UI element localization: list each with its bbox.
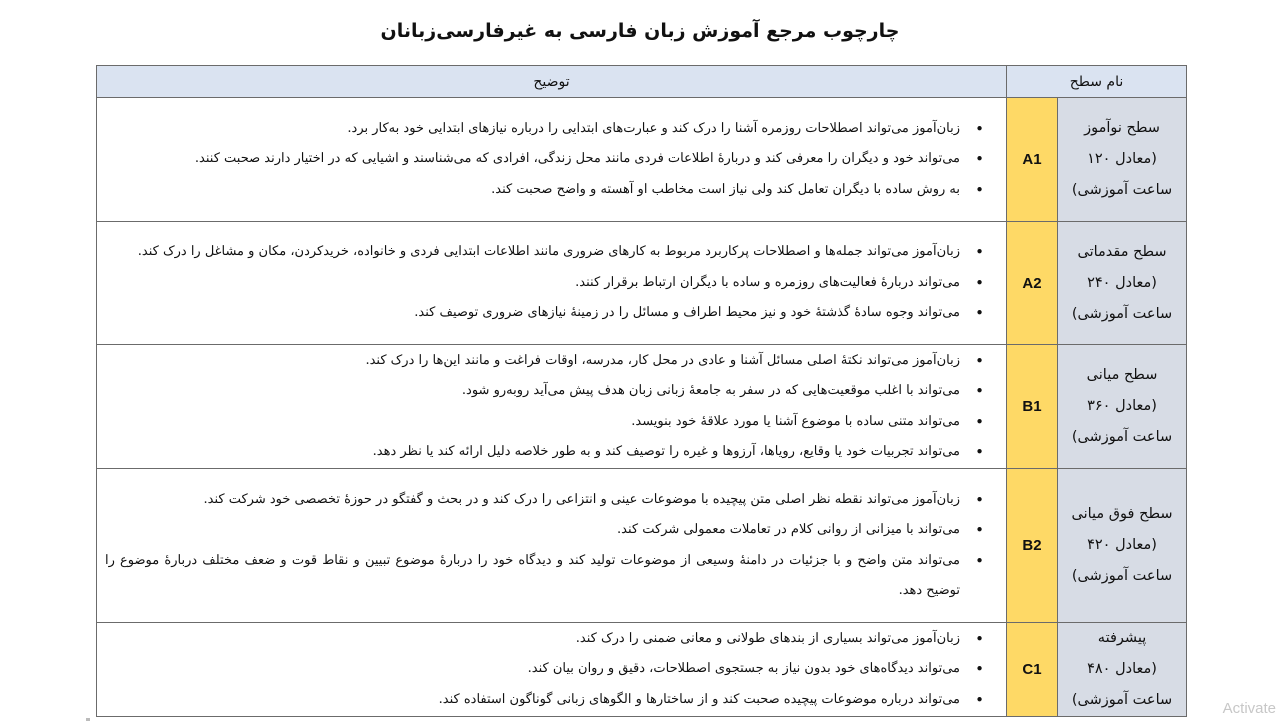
level-hours-unit: ساعت آموزشی) (1071, 568, 1173, 584)
list-item: • می‌تواند خود و دیگران را معرفی کند و دربارهٔ اطلاعات فردی مانند محل زندگی، افرادی که می‌شناسند و اشیایی که در اختیار دارند صحبت کنند. (105, 144, 996, 175)
header-description: توضیح (97, 66, 1007, 98)
level-name: سطح نوآموز (1084, 120, 1160, 136)
level-hours-unit: ساعت آموزشی) (1071, 429, 1173, 445)
description-list (97, 237, 1006, 329)
level-hours-unit: ساعت آموزشی) (1071, 305, 1173, 322)
list-item: • زبان‌آموز می‌تواند نقطه نظر اصلی متن پیچیده با موضوعات عینی و انتزاعی را درک کند و در بحث و گفتگو در حوزهٔ تخصصی خود شرکت کند. (105, 485, 996, 516)
table-row-c1 (97, 623, 1187, 717)
list-item: • زبان‌آموز می‌تواند جمله‌ها و اصطلاحات پرکاربرد مربوط به کارهای ضروری مانند اطلاعات ابتدایی فردی و خانواده، خریدکردن، مکان و مشاغل را درک کند. (105, 237, 996, 268)
list-item: • می‌تواند درباره موضوعات پیچیده صحبت کند و از ساختارها و الگوهای زبانی گوناگون استفاده کند. (105, 685, 996, 716)
activate-watermark: Activate (1222, 700, 1276, 717)
table-row-a2 (97, 222, 1187, 345)
description-cell (97, 98, 1007, 222)
list-item: • زبان‌آموز می‌تواند بسیاری از بندهای طولانی و معانی ضمنی را درک کند. (105, 624, 996, 655)
level-name-cell (1058, 222, 1187, 345)
level-name-cell (1058, 98, 1187, 222)
description-list (97, 346, 1006, 468)
description-list (97, 624, 1006, 716)
level-name-cell (1058, 623, 1187, 717)
level-hours-unit: ساعت آموزشی) (1071, 692, 1173, 708)
document-title: چارچوب مرجع آموزش زبان فارسی به غیرفارسی‌زبانان (380, 20, 900, 42)
list-item: • می‌تواند دربارهٔ فعالیت‌های روزمره و ساده با دیگران ارتباط برقرار کنند. (105, 268, 996, 299)
level-code: B1 (1007, 345, 1058, 469)
level-hours: (معادل ۱۲۰ (1087, 151, 1157, 167)
level-name: سطح میانی (1086, 367, 1158, 383)
list-item: • می‌تواند وجوه سادهٔ گذشتهٔ خود و نیز محیط اطراف و مسائل را در زمینهٔ نیازهای ضروری توصیف کند. (105, 298, 996, 329)
table-row-b1 (97, 345, 1187, 469)
level-code: B2 (1007, 469, 1058, 623)
list-item: • زبان‌آموز می‌تواند اصطلاحات روزمره آشنا را درک کند و عبارت‌های ابتدایی را درباره نیازهای ابتدایی خود به‌کار برد. (105, 114, 996, 145)
table-row-a1 (97, 98, 1187, 222)
header-level-name: نام سطح (1007, 66, 1187, 98)
level-code: C1 (1007, 623, 1058, 717)
list-item: • می‌تواند متن واضح و با جزئیات در دامنهٔ وسیعی از موضوعات تولید کند و دیدگاه خود را دربارهٔ موضوع تبیین و نقاط قوت و ضعف مختلف دربارهٔ موضوع را توضیح دهد. (105, 546, 996, 607)
description-list (97, 114, 1006, 206)
level-code: A2 (1007, 222, 1058, 345)
list-item: • می‌تواند با اغلب موقعیت‌هایی که در سفر به جامعهٔ زبانی زبان هدف پیش می‌آید روبه‌رو شود. (105, 376, 996, 407)
level-hours: (معادل ۲۴۰ (1087, 274, 1157, 291)
list-item: • می‌تواند دیدگاه‌های خود بدون نیاز به جستجوی اصطلاحات، دقیق و روان بیان کند. (105, 654, 996, 685)
level-hours: (معادل ۳۶۰ (1087, 398, 1157, 414)
table-header-row (97, 66, 1187, 98)
level-name: سطح فوق میانی (1071, 506, 1173, 522)
description-cell (97, 469, 1007, 623)
level-code: A1 (1007, 98, 1058, 222)
list-item: • به روش ساده با دیگران تعامل کند ولی نیاز است مخاطب او آهسته و واضح صحبت کند. (105, 175, 996, 206)
level-name-cell (1058, 469, 1187, 623)
table-row-b2 (97, 469, 1187, 623)
description-cell (97, 623, 1007, 717)
level-name-cell (1058, 345, 1187, 469)
description-list (97, 485, 1006, 607)
list-item: • می‌تواند با میزانی از روانی کلام در تعاملات معمولی شرکت کند. (105, 515, 996, 546)
level-hours: (معادل ۴۸۰ (1087, 661, 1157, 677)
page-corner-mark (86, 718, 90, 721)
level-hours: (معادل ۴۲۰ (1087, 537, 1157, 553)
list-item: • می‌تواند متنی ساده با موضوع آشنا یا مورد علاقهٔ خود بنویسد. (105, 407, 996, 438)
level-name: پیشرفته (1097, 630, 1147, 646)
level-name: سطح مقدماتی (1077, 243, 1167, 260)
description-cell (97, 222, 1007, 345)
list-item: • می‌تواند تجربیات خود یا وقایع، رویاها، آرزوها و غیره را توصیف کند و به طور خلاصه دلیل ارائه کند یا نظر دهد. (105, 437, 996, 468)
level-hours-unit: ساعت آموزشی) (1071, 182, 1173, 198)
framework-table (96, 65, 1187, 717)
list-item: • زبان‌آموز می‌تواند نکتهٔ اصلی مسائل آشنا و عادی در محل کار، مدرسه، اوقات فراغت و مانند این‌ها را درک کند. (105, 346, 996, 377)
description-cell (97, 345, 1007, 469)
